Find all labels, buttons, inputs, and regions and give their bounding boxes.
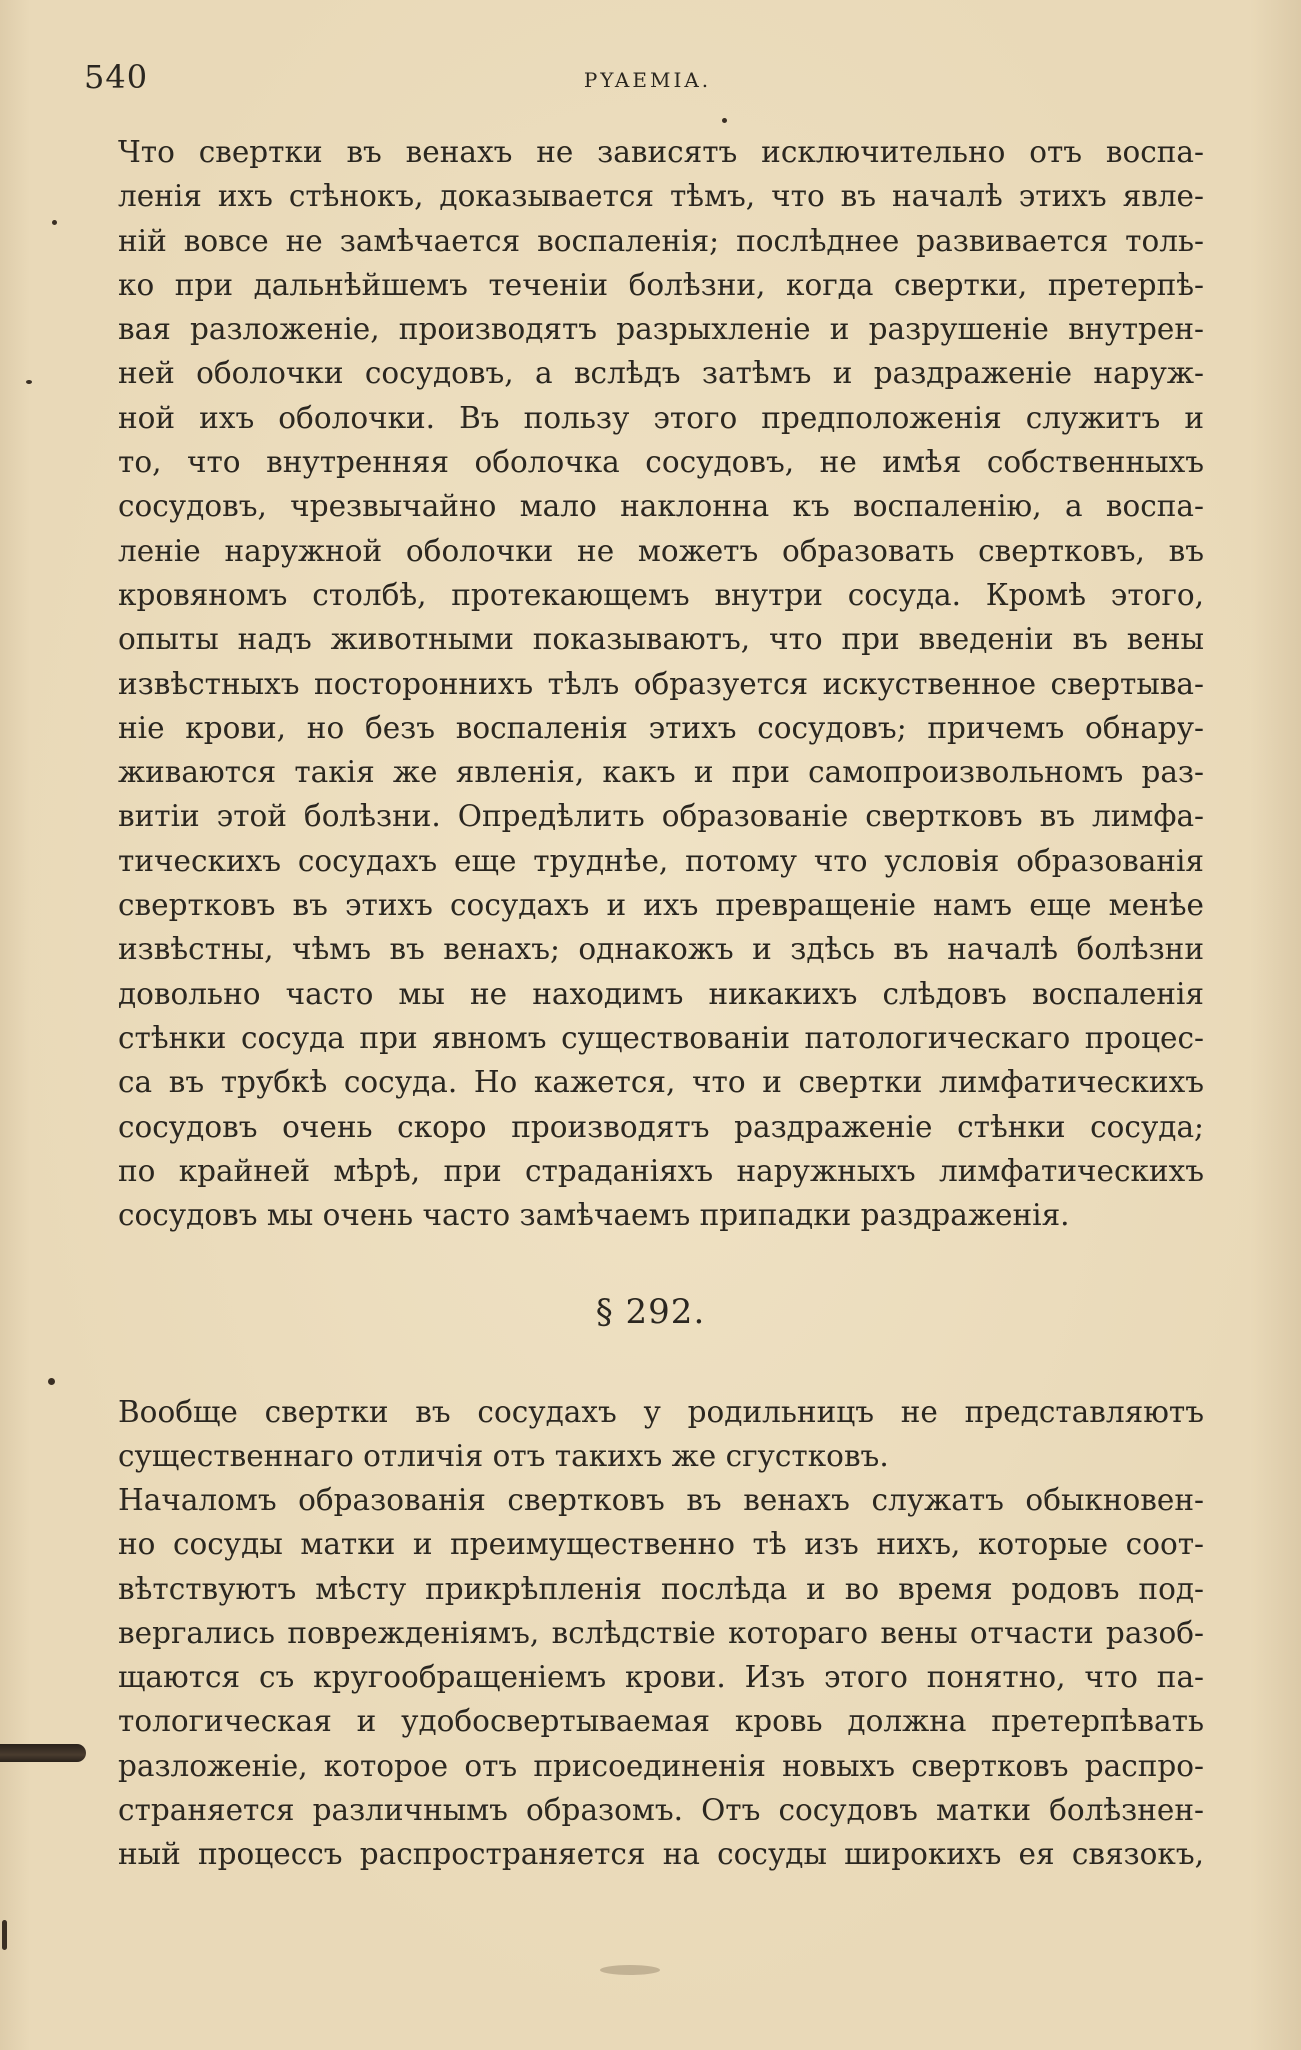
text-line: страняется различнымъ образомъ. Отъ сосудовъ матки болѣзнен- [118,1793,1204,1828]
text-line: ной ихъ оболочки. Въ пользу этого предположенія служитъ и [118,400,1204,435]
ink-speck [722,118,727,123]
text-line: по крайней мѣрѣ, при страданіяхъ наружныхъ лимфатическихъ [118,1153,1204,1188]
text-line: живаются такія же явленія, какъ и при самопроизвольномъ раз- [118,755,1204,790]
text-line: извѣстны, чѣмъ въ венахъ; однакожъ и здѣсь въ началѣ болѣзни [118,932,1204,967]
text-line: стѣнки сосуда при явномъ существованіи патологическаго процес- [118,1020,1204,1055]
paragraph-2 [82,1390,1204,1479]
text-line: вѣтствуютъ мѣсту прикрѣпленія послѣда и во время родовъ под- [118,1571,1204,1606]
ink-speck [26,380,32,384]
text-line: Что свертки въ венахъ не зависятъ исключительно отъ воспа- [118,135,1204,169]
text-line: щаются съ кругообращеніемъ крови. Изъ этого понятно, что па- [118,1660,1204,1695]
text-line: ко при дальнѣйшемъ теченіи болѣзни, когда свертки, претерпѣ- [118,267,1204,302]
text-line: сосудовъ, чрезвычайно мало наклонна къ воспаленію, а воспа- [118,489,1204,524]
text-line: са въ трубкѣ сосуда. Но кажется, что и свертки лимфатическихъ [118,1065,1204,1100]
ink-speck [48,1378,55,1385]
paragraph-3 [82,1478,1204,1877]
text-line: но сосуды матки и преимущественно тѣ изъ нихъ, которые соот- [118,1527,1204,1562]
page-number: 540 [84,58,149,96]
text-line: существеннаго отличія отъ такихъ же сгустковъ. [118,1439,889,1474]
page-header [84,54,1211,104]
paragraph-1 [82,130,1204,1237]
text-line: вергались поврежденіямъ, вслѣдствіе котораго вены отчасти разоб- [118,1615,1204,1650]
text-line: довольно часто мы не находимъ никакихъ слѣдовъ воспаленія [118,976,1204,1011]
text-line: вая разложеніе, производятъ разрыхленіе и разрушеніе внутрен- [118,312,1204,347]
text-line: ній вовсе не замѣчается воспаленія; послѣднее развивается толь- [118,223,1204,258]
footer-smudge [600,1965,660,1975]
text-line: тическихъ сосудахъ еще труднѣе, потому что условія образованія [118,843,1204,878]
running-head: PYAEMIA. [583,68,712,92]
text-line: Началомъ образованія свертковъ въ венахъ служатъ обыкновен- [118,1483,1204,1517]
margin-ink-mark [0,1744,86,1762]
ink-speck [52,220,57,225]
text-line: сосудовъ очень скоро производятъ раздраженіе стѣнки сосуда; [118,1109,1204,1144]
text-line: свертковъ въ этихъ сосудахъ и ихъ превращеніе намъ еще менѣе [118,888,1204,923]
text-line: кровяномъ столбѣ, протекающемъ внутри сосуда. Кромѣ этого, [118,577,1204,612]
text-line: ніе крови, но безъ воспаленія этихъ сосудовъ; причемъ обнару- [118,710,1204,745]
section-heading: § 292. [595,1292,706,1332]
text-line: витіи этой болѣзни. Опредѣлить образованіе свертковъ въ лимфа- [118,799,1204,834]
text-line: леніе наружной оболочки не можетъ образовать свертковъ, въ [118,533,1204,568]
text-line: то, что внутренняя оболочка сосудовъ, не имѣя собственныхъ [118,445,1204,480]
text-line: Вообще свертки въ сосудахъ у родильницъ не представляютъ [118,1395,1204,1429]
text-line: ней оболочки сосудовъ, а вслѣдъ затѣмъ и раздраженіе наруж- [118,356,1204,391]
text-line: ный процессъ распространяется на сосуды широкихъ ея связокъ, [118,1837,1204,1872]
ink-speck [2,1920,7,1950]
text-line: сосудовъ мы очень часто замѣчаемъ припадки раздраженія. [118,1198,1070,1233]
text-line: опыты надъ животными показываютъ, что при введеніи въ вены [118,622,1204,657]
text-line: тологическая и удобосвертываемая кровь должна претерпѣвать [118,1704,1204,1739]
text-line: ленія ихъ стѣнокъ, доказывается тѣмъ, что въ началѣ этихъ явле- [118,179,1204,214]
text-line: извѣстныхъ посторонниxъ тѣлъ образуется искуственное свертыва- [118,666,1204,701]
text-line: разложеніе, которое отъ присоединенія новыхъ свертковъ распро- [118,1748,1204,1783]
